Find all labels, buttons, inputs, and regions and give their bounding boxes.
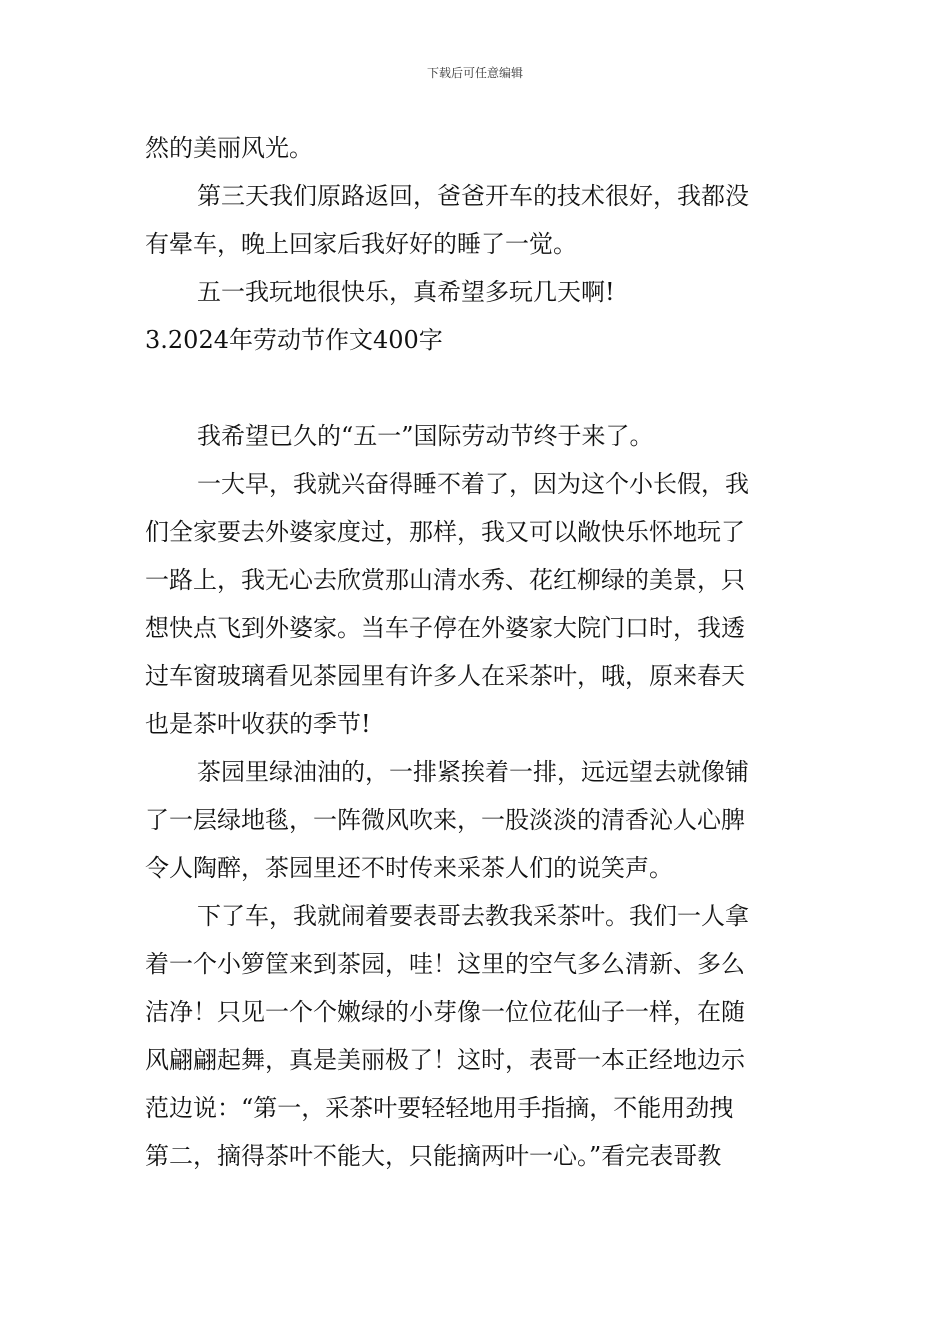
text-line: 第二，摘得茶叶不能大，只能摘两叶一心。”看完表哥教 (145, 1142, 722, 1170)
paragraph-line: 一大早，我就兴奋得睡不着了，因为这个小长假，我 (197, 470, 749, 498)
text-line: 一路上，我无心去欣赏那山清水秀、花红柳绿的美景，只 (145, 566, 745, 594)
paragraph-line: 五一我玩地很快乐，真希望多玩几天啊! (197, 278, 615, 306)
text-line: 着一个小箩筐来到茶园，哇！这里的空气多么清新、多么 (145, 950, 745, 978)
text-line: 了一层绿地毯，一阵微风吹来，一股淡淡的清香沁人心脾 (145, 806, 745, 834)
section-heading: 3.2024年劳动节作文400字 (145, 326, 443, 354)
text-line: 令人陶醉，茶园里还不时传来采茶人们的说笑声。 (145, 854, 673, 882)
paragraph-line: 第三天我们原路返回，爸爸开车的技术很好，我都没 (197, 182, 749, 210)
paragraph-line: 茶园里绿油油的，一排紧挨着一排，远远望去就像铺 (197, 758, 749, 786)
text-line: 洁净！只见一个个嫩绿的小芽像一位位花仙子一样，在随 (145, 998, 745, 1026)
text-line: 范边说：“第一，采茶叶要轻轻地用手指摘，不能用劲拽 (145, 1094, 734, 1122)
blank-line (145, 364, 810, 412)
text-line: 有晕车，晚上回家后我好好的睡了一觉。 (145, 230, 577, 258)
text-line: 们全家要去外婆家度过，那样，我又可以敞快乐怀地玩了 (145, 518, 745, 546)
text-line: 也是茶叶收获的季节! (145, 710, 371, 738)
page-header: 下载后可任意编辑 (426, 66, 523, 80)
text-line: 过车窗玻璃看见茶园里有许多人在采茶叶，哦，原来春天 (145, 662, 745, 690)
text-line: 想快点飞到外婆家。当车子停在外婆家大院门口时，我透 (145, 614, 745, 642)
paragraph-line: 我希望已久的“五一”国际劳动节终于来了。 (197, 422, 654, 450)
text-line: 风翩翩起舞，真是美丽极了！这时，表哥一本正经地边示 (145, 1046, 745, 1074)
text-line: 然的美丽风光。 (145, 134, 313, 162)
paragraph-line: 下了车，我就闹着要表哥去教我采茶叶。我们一人拿 (197, 902, 749, 930)
document-body (145, 124, 810, 1180)
